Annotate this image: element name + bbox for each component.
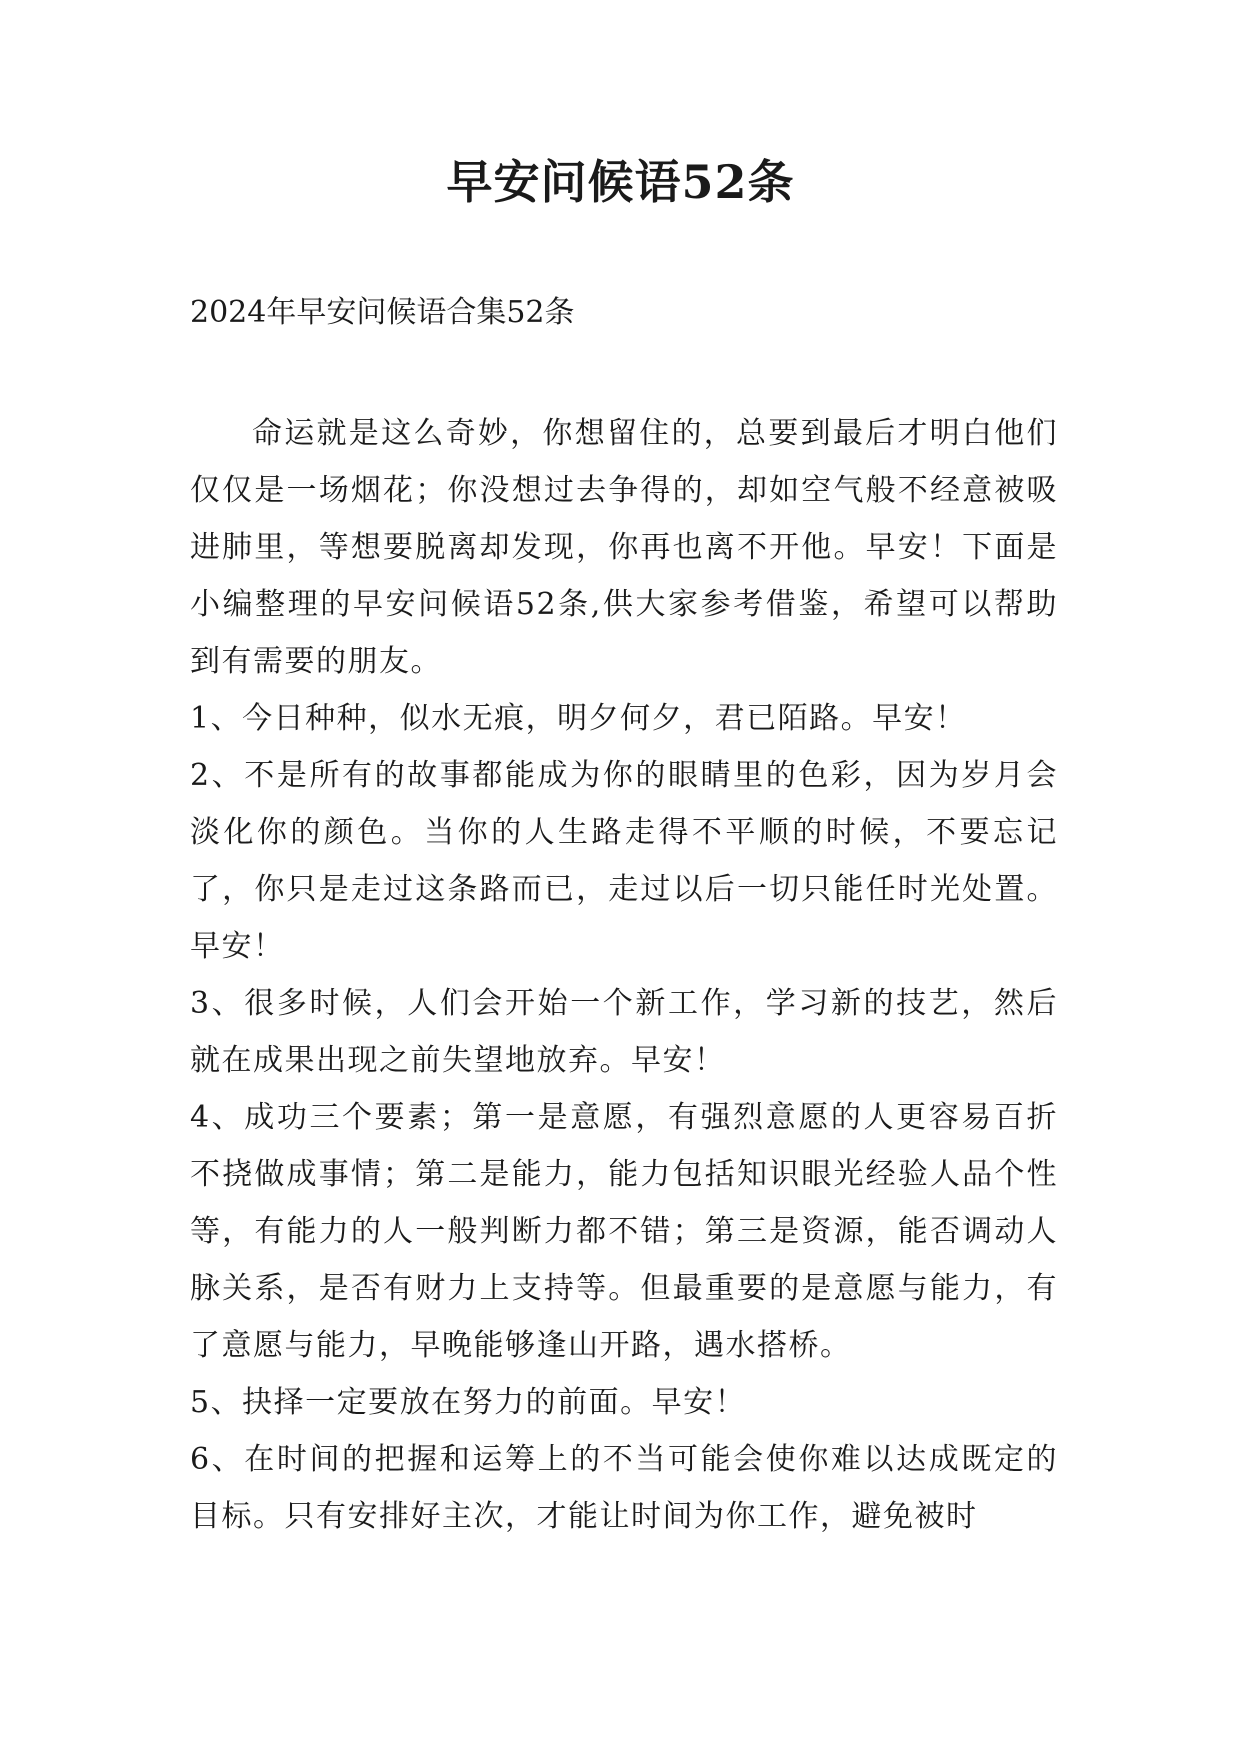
- intro-paragraph: 命运就是这么奇妙，你想留住的，总要到最后才明白他们仅仅是一场烟花；你没想过去争得的，却如空气般不经意被吸进肺里，等想要脱离却发现，你再也离不开他。早安！下面是小编整理的早安问候语52条,供大家参考借鉴，希望可以帮助到有需要的朋友。: [190, 416, 1058, 679]
- list-item: 4、成功三个要素；第一是意愿，有强烈意愿的人更容易百折不挠做成事情；第二是能力，能力包括知识眼光经验人品个性等，有能力的人一般判断力都不错；第三是资源，能否调动人脉关系，是否有财力上支持等。但最重要的是意愿与能力，有了意愿与能力，早晚能够逢山开路，遇水搭桥。: [190, 1100, 1058, 1363]
- list-item: 2、不是所有的故事都能成为你的眼睛里的色彩，因为岁月会淡化你的颜色。当你的人生路走得不平顺的时候，不要忘记了，你只是走过这条路而已，走过以后一切只能任时光处置。早安！: [190, 758, 1058, 964]
- list-item: 6、在时间的把握和运筹上的不当可能会使你难以达成既定的目标。只有安排好主次，才能让时间为你工作，避免被时: [190, 1442, 1058, 1534]
- list-item: 5、抉择一定要放在努力的前面。早安！: [190, 1385, 747, 1420]
- list-item: 1、今日种种，似水无痕，明夕何夕，君已陌路。早安！: [190, 701, 967, 736]
- document-title: 早安问候语52条: [446, 155, 795, 209]
- document-body: [190, 405, 1058, 1545]
- list-item: 3、很多时候，人们会开始一个新工作，学习新的技艺，然后就在成果出现之前失望地放弃。早安！: [190, 986, 1058, 1078]
- document-subtitle: 2024年早安问候语合集52条: [190, 295, 575, 330]
